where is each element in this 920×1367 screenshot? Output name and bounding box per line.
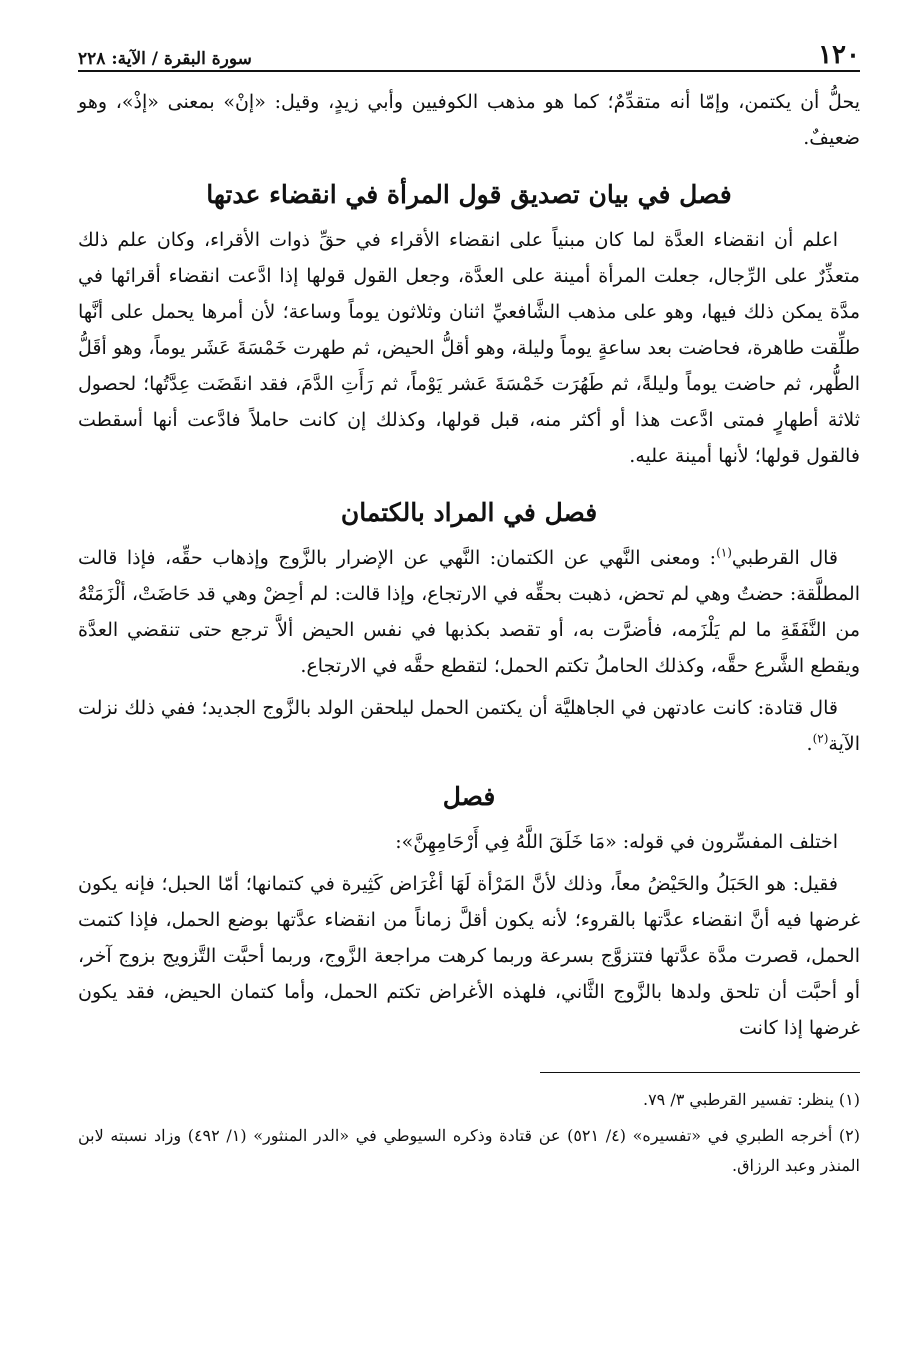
running-header: [78, 30, 860, 72]
qurtubi-body: : ومعنى النَّهي عن الكتمان: النَّهي عن الإضرار بالزَّوج وإذهاب حقِّه، فإذا قالت المطلَّقة: حضتُ وهي لم تحض، ذهبت بحقِّه في الارتجاع، وإذا قالت: لم أحِضْ وهي قد حَاضَتْ، ألْزَمَتْهُ من النَّفَقَةِ ما لم يَلْزَمه، فأضرَّت به، أو تقصد بكذبها في نفس الحيض ألاَّ ترجع حتى تنقضي العدَّة ويقطع الشَّرع حقَّه، وكذلك الحاملُ تكتم الحمل؛ لتقطع حقَّه في الارتجاع.: [78, 547, 860, 677]
section-heading-fasl: فصل: [442, 782, 496, 811]
book-page: [78, 30, 860, 1187]
footnote-1: (١) ينظر: تفسير القرطبي ٣/ ٧٩.: [642, 1090, 860, 1109]
paragraph-qurtubi: [78, 540, 860, 684]
section-heading-concealment: فصل في المراد بالكتمان: [340, 498, 598, 527]
paragraph-idda: اعلم أن انقضاء العدَّة لما كان مبنياً على انقضاء الأقراء في حقِّ ذوات الأقراء، وكان علم ذلك متعذِّرٌ على الرِّجال، جعلت المرأة أمينة على العدَّة، وجعل القول قولها إذا ادَّعت انقضاء أقرائها في مدَّة يمكن ذلك فيها، وهو على مذهب الشَّافعيِّ اثنان وثلاثون يوماً وساعة؛ لأن أمرها يحمل على أنَّها طلِّقت طاهرة، فحاضت بعد ساعةٍ يوماً وليلة، وهو أقلُّ الحيض، ثم طهرت خَمْسَةَ عَشَر يوماً، وهو أقَلُّ الطُّهر، ثم حاضت يوماً وليلةً، ثم طَهُرَت خَمْسَةَ عَشر يَوْماً، ثم رَأَتِ الدَّمَ، فقد انقَضَت عِدَّتُها؛ لحصول ثلاثة أطهارٍ فمتى ادَّعت هذا أو أكثر منه، قبل قولها، وكذلك إن كانت حاملاً فادَّعت أنها أسقطت فالقول قولها؛ لأنها أمينة عليه.: [78, 229, 860, 467]
qurtubi-lead: قال القرطبي: [731, 547, 839, 569]
paragraph-continuation: يحلُّ أن يكتمن، وإمّا أنه متقدِّمٌ؛ كما هو مذهب الكوفيين وأبي زيدٍ، وقيل: «إنْ» بمعنى «إذْ»، وهو ضعيفٌ.: [78, 91, 860, 149]
qatada-body: قال قتادة: كانت عادتهن في الجاهليَّة أن يكتمن الحمل ليلحقن الولد بالزَّوج الجديد؛ ففي ذلك نزلت الآية: [78, 697, 860, 755]
footnote-separator: [540, 1072, 860, 1073]
page-number: ١٢٠: [818, 40, 860, 70]
section-heading-women-testimony: فصل في بيان تصديق قول المرأة في انقضاء عدتها: [206, 180, 732, 209]
paragraph-qatada: [78, 690, 860, 762]
surah-reference: سورة البقرة / الآية: ٢٢٨: [78, 49, 252, 69]
footnote-ref-2[interactable]: (٢): [812, 731, 829, 746]
footnotes: [78, 1072, 860, 1181]
footnote-2: (٢) أخرجه الطبري في «تفسيره» (٤/ ٥٢١) عن قتادة وذكره السيوطي في «الدر المنثور» (١/ ٤٩٢) وزاد نسبته لابن المنذر وعبد الرزاق.: [78, 1126, 861, 1175]
paragraph-mufassirun: اختلف المفسِّرون في قوله: «مَا خَلَقَ اللَّهُ فِي أَرْحَامِهِنَّ»:: [395, 831, 838, 853]
footnote-ref-1[interactable]: (١): [716, 545, 732, 560]
qatada-end: .: [806, 733, 813, 755]
paragraph-pregnancy-menses: فقيل: هو الحَبَلُ والحَيْضُ معاً، وذلك لأنَّ المَرْأة لَهَا أغْرَاض كَثِيرة في كتمانها؛ أمّا الحبل؛ فإنه يكون غرضها فيه أنَّ انقضاء عدَّتها بالقروء؛ لأنه يكون أقلَّ زماناً من انقضاء عدَّتها بوضع الحمل، فإذا كتمت الحمل، قصرت مدَّة عدَّتها فتتزوَّج بسرعة وربما كرهت مراجعة الزَّوج، وربما أحبَّت التَّزويج بزوج آخر، أو أحبَّت أن تلحق ولدها بالزَّوج الثَّاني، فلهذه الأغراض تكتم الحمل، وأما كتمان الحيض، فقد يكون غرضها إذا كانت: [78, 873, 860, 1039]
